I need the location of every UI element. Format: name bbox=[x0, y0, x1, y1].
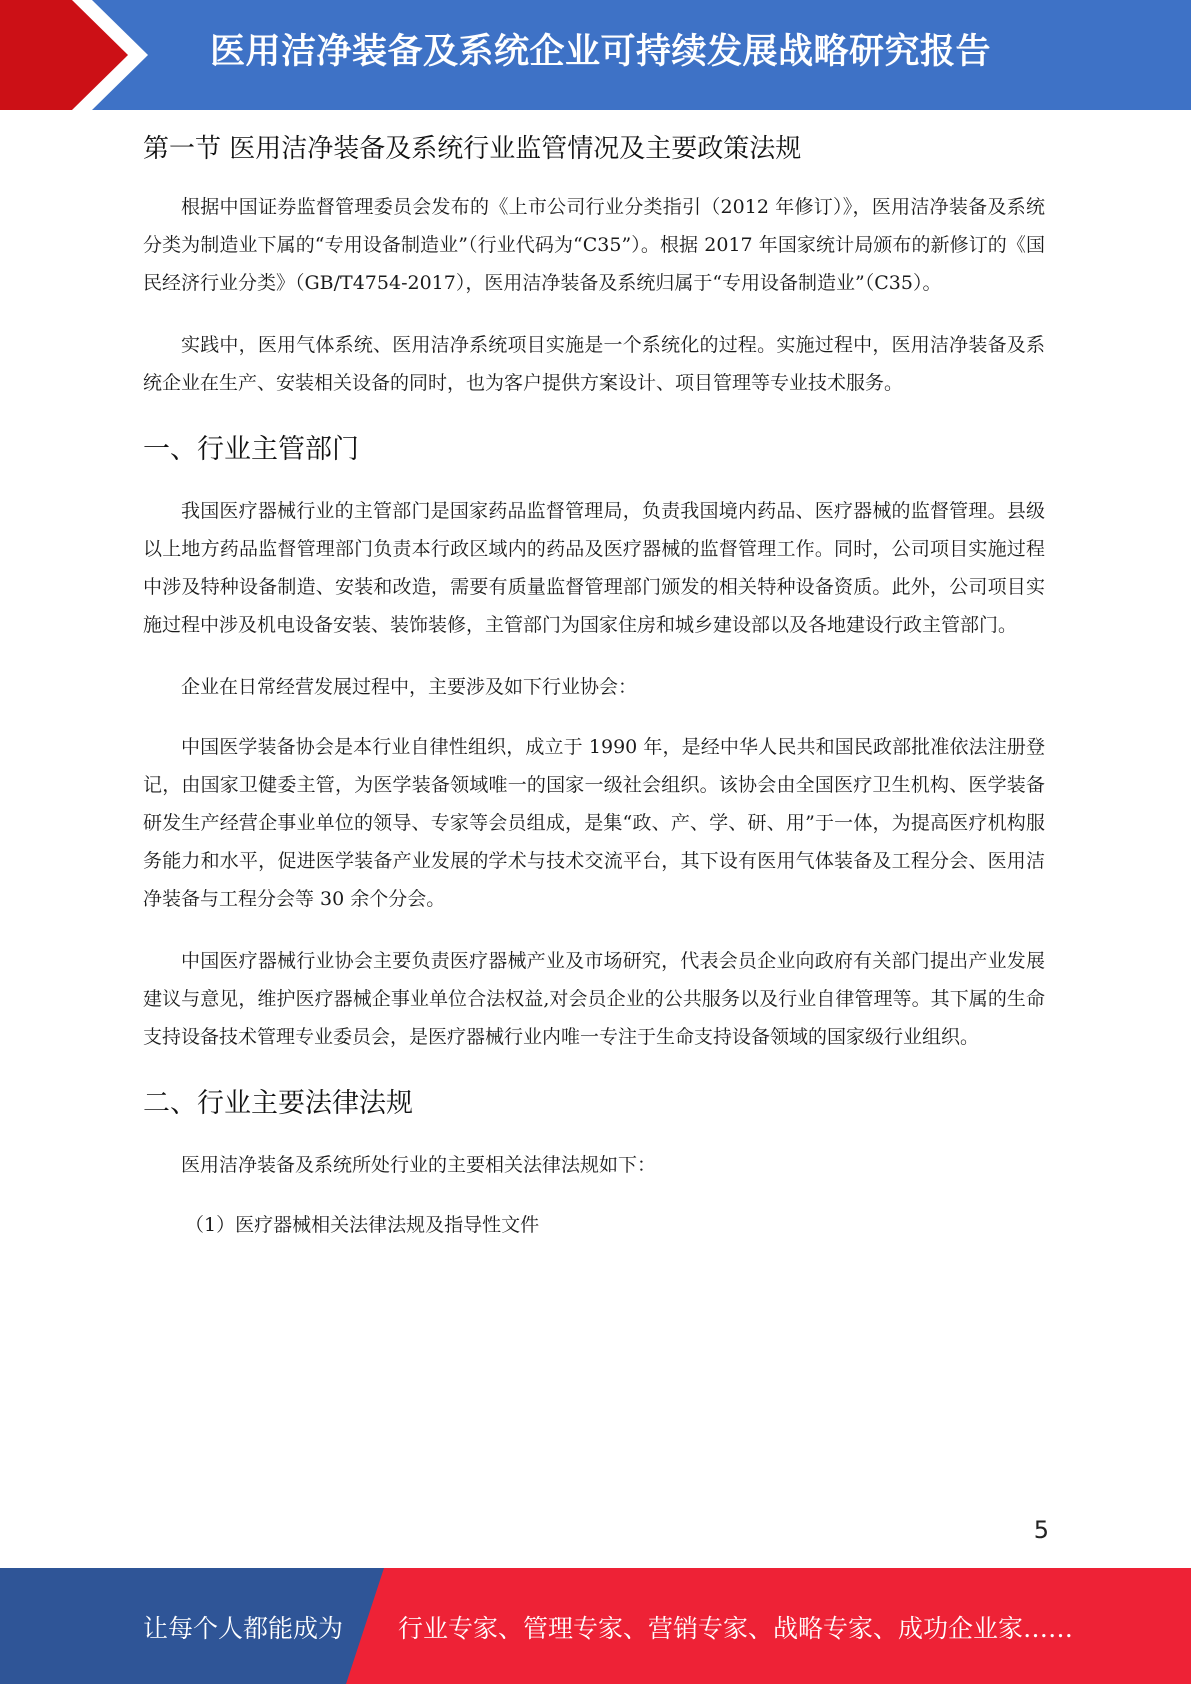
footer-banner bbox=[0, 1568, 1191, 1684]
paragraph: 中国医学装备协会是本行业自律性组织，成立于 1990 年，是经中华人民共和国民政部批准依法注册登记，由国家卫健委主管，为医学装备领域唯一的国家一级社会组织。该协会由全国医疗卫生机构、医学装备研发生产经营企事业单位的领导、专家等会员组成，是集“政、产、学、研、用”于一体，为提高医疗机构服务能力和水平，促进医学装备产业发展的学术与技术交流平台，其下设有医用气体装备及工程分会、医用洁净装备与工程分会等 30 余个分会。 bbox=[143, 736, 1045, 910]
footer-slogan-right: 行业专家、管理专家、营销专家、战略专家、成功企业家…… bbox=[398, 1614, 1074, 1643]
report-title: 医用洁净装备及系统企业可持续发展战略研究报告 bbox=[210, 32, 992, 72]
heading-industry-authority: 一、行业主管部门 bbox=[143, 434, 359, 465]
header-banner bbox=[0, 0, 1191, 110]
page-number: 5 bbox=[1033, 1516, 1049, 1544]
section-title: 第一节 医用洁净装备及系统行业监管情况及主要政策法规 bbox=[143, 134, 802, 164]
paragraph: 中国医疗器械行业协会主要负责医疗器械产业及市场研究，代表会员企业向政府有关部门提出产业发展建议与意见，维护医疗器械企事业单位合法权益,对会员企业的公共服务以及行业自律管理等。其下属的生命支持设备技术管理专业委员会，是医疗器械行业内唯一专注于生命支持设备领域的国家级行业组织。 bbox=[143, 950, 1045, 1048]
paragraph: 医用洁净装备及系统所处行业的主要相关法律法规如下： bbox=[181, 1154, 657, 1176]
heading-laws-regulations: 二、行业主要法律法规 bbox=[143, 1088, 413, 1119]
footer-slogan-left: 让每个人都能成为 bbox=[143, 1614, 344, 1643]
paragraph: 实践中，医用气体系统、医用洁净系统项目实施是一个系统化的过程。实施过程中，医用洁净装备及系统企业在生产、安装相关设备的同时，也为客户提供方案设计、项目管理等专业技术服务。 bbox=[143, 334, 1045, 394]
paragraph: 企业在日常经营发展过程中，主要涉及如下行业协会： bbox=[181, 676, 638, 698]
main-content bbox=[143, 126, 1045, 1244]
paragraph: 根据中国证券监督管理委员会发布的《上市公司行业分类指引（2012 年修订）》，医用洁净装备及系统分类为制造业下属的“专用设备制造业”（行业代码为“C35”）。根据 2017 年国家统计局颁布的新修订的《国民经济行业分类》（GB/T4754-2017），医用洁净装备及系统归属于“专用设备制造业”（C35）。 bbox=[143, 196, 1045, 294]
paragraph: 我国医疗器械行业的主管部门是国家药品监督管理局，负责我国境内药品、医疗器械的监督管理。县级以上地方药品监督管理部门负责本行政区域内的药品及医疗器械的监督管理工作。同时，公司项目实施过程中涉及特种设备制造、安装和改造，需要有质量监督管理部门颁发的相关特种设备资质。此外，公司项目实施过程中涉及机电设备安装、装饰装修，主管部门为国家住房和城乡建设部以及各地建设行政主管部门。 bbox=[143, 500, 1045, 636]
header-chevron-decoration bbox=[0, 0, 160, 110]
list-item: （1）医疗器械相关法律法规及指导性文件 bbox=[185, 1214, 540, 1236]
